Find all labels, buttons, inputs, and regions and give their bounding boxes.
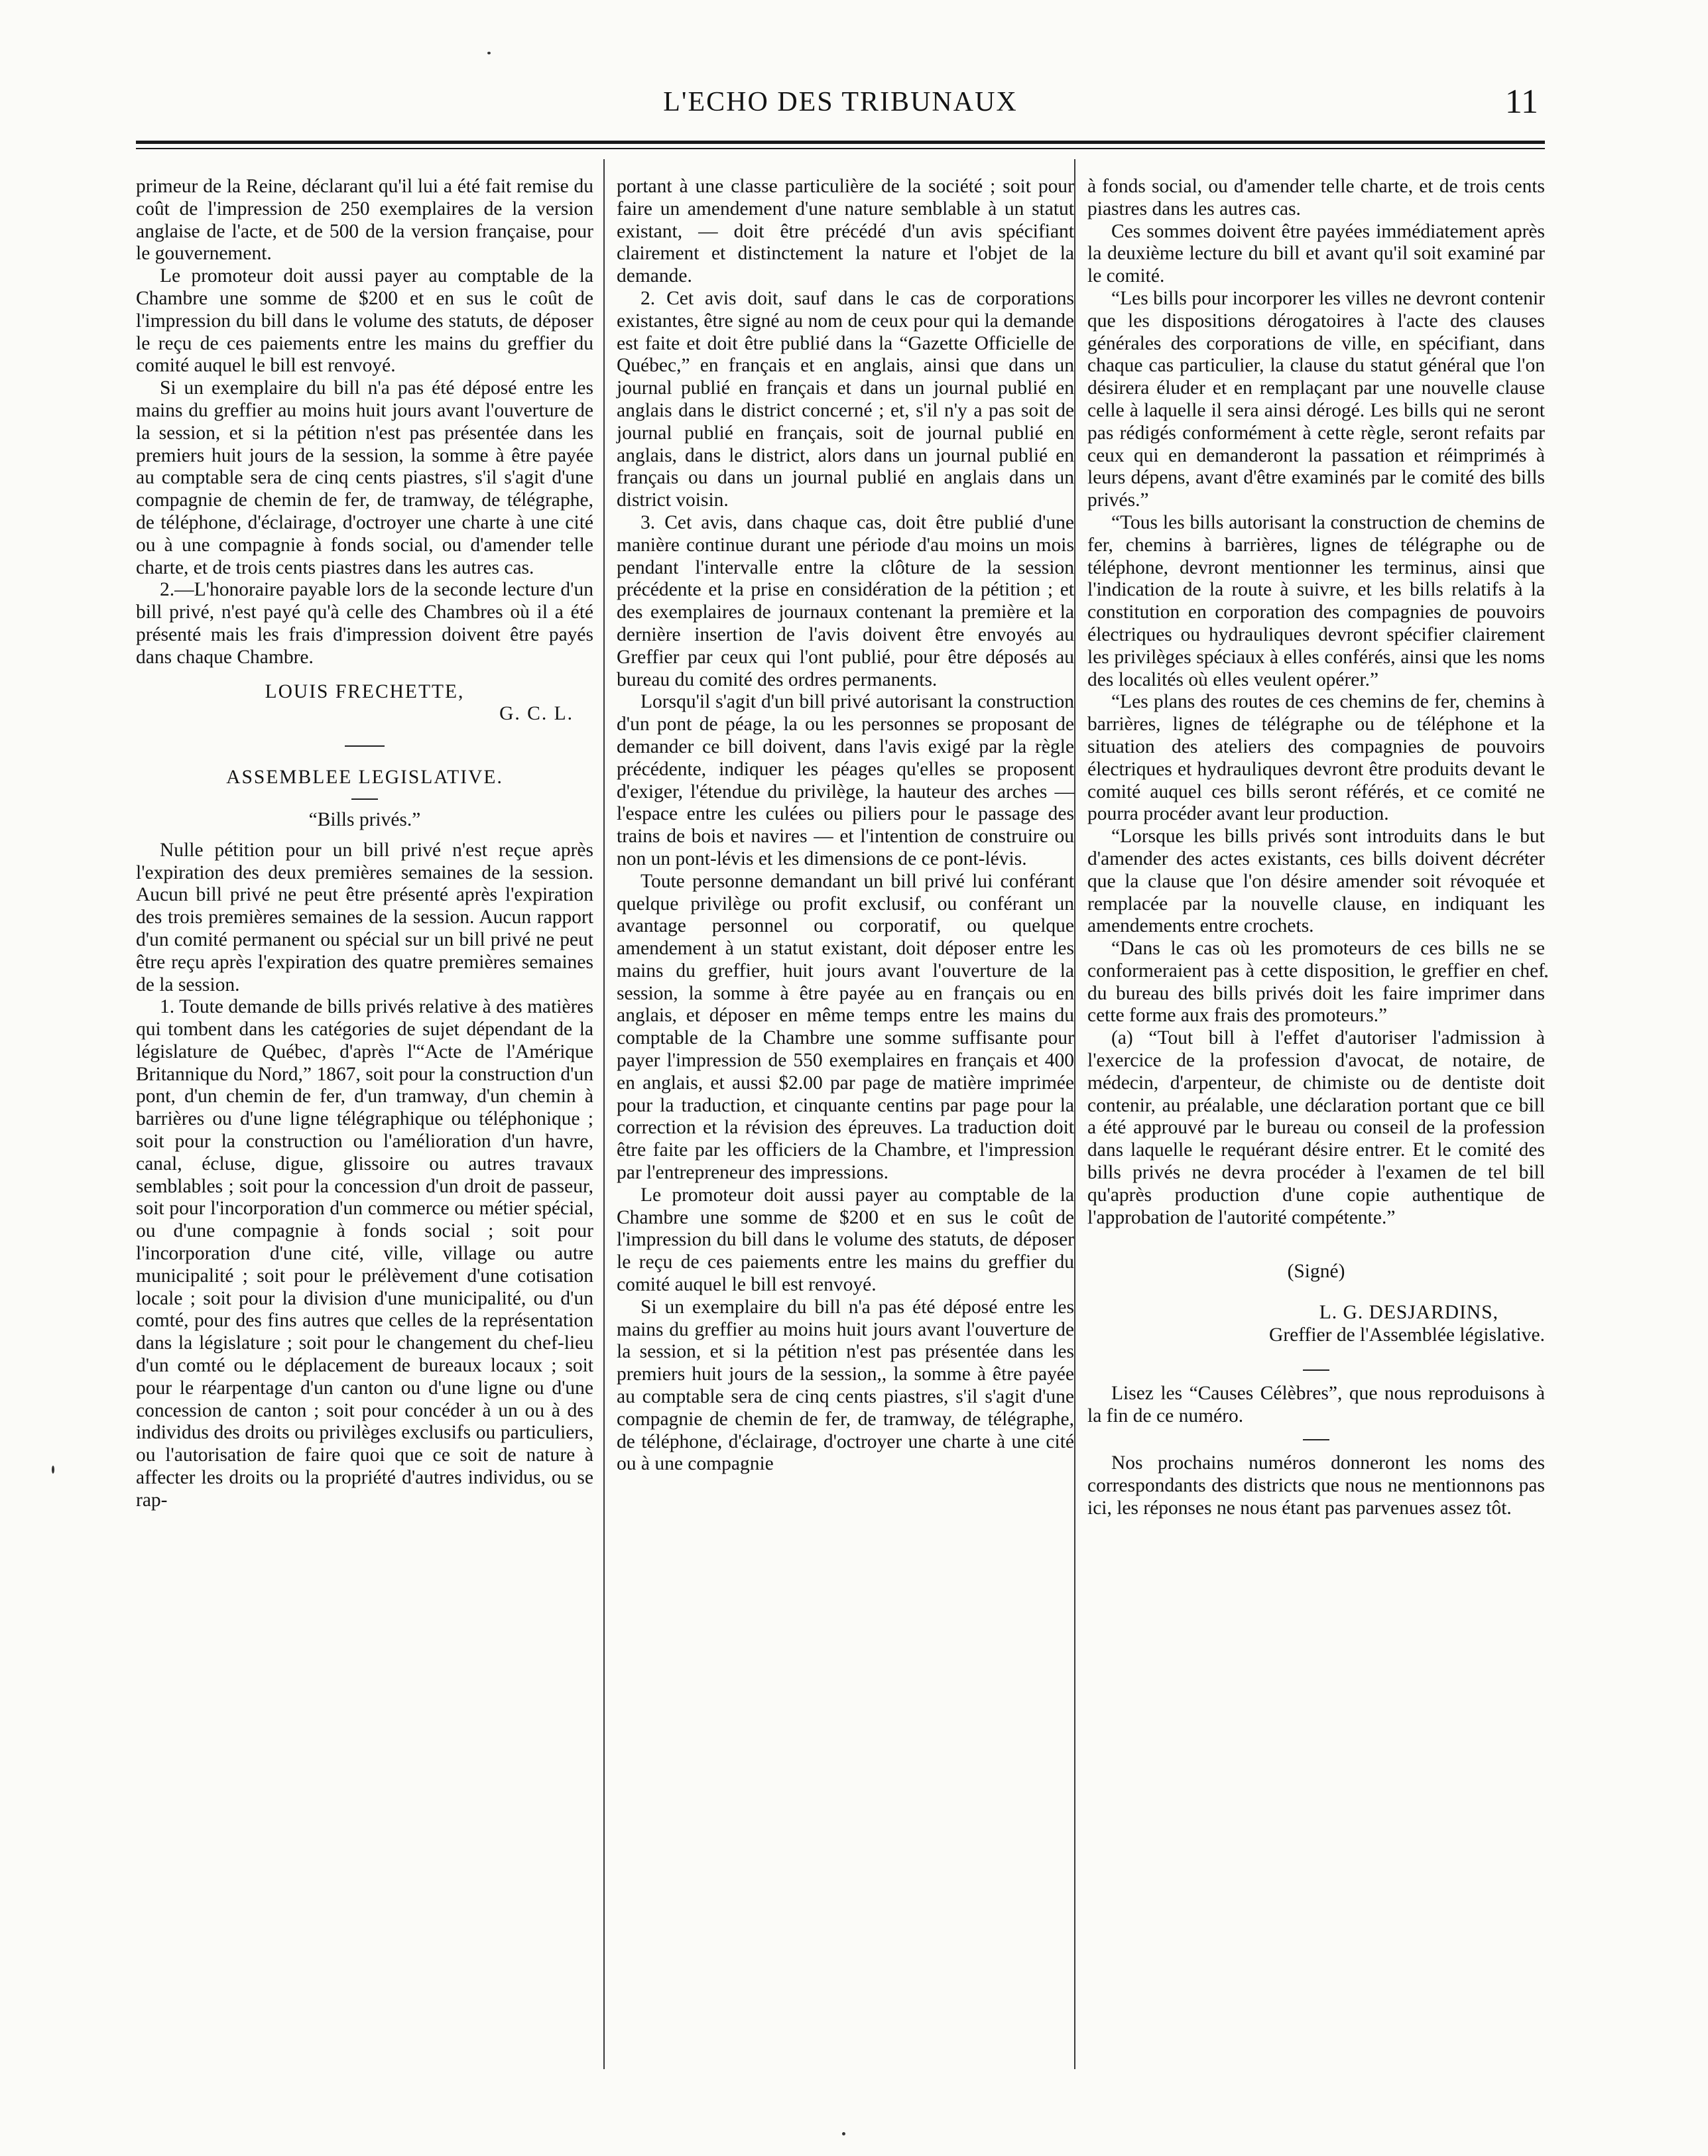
separator-dash <box>345 745 385 747</box>
paragraph: primeur de la Reine, déclarant qu'il lui a été fait remise du coût de l'impression de 250 exemplaires de la version anglaise de l'acte, et de 500 de la version française, pour le gouvernement. <box>136 176 593 265</box>
paragraph: Nulle pétition pour un bill privé n'est reçue après l'expiration des deux premières semaines de la session. Aucun bill privé ne peut être présenté après l'expiration des trois premières semaines de la session. Aucun rapport d'un comité permanent ou spécial sur un bill privé ne peut être reçu après l'expiration des quatre premières semaines de la session. <box>136 839 593 995</box>
signature-title: G. C. L. <box>499 703 574 725</box>
section-heading: ASSEMBLEE LEGISLATIVE. <box>226 767 503 789</box>
column-divider-2 <box>1074 159 1075 2069</box>
notice-paragraph: Nos prochains numéros donneront les noms des correspondants des districts que nous ne mentionnons pas ici, les réponses ne nous étant pas parvenues assez tôt. <box>1087 1452 1545 1519</box>
paragraph: Le promoteur doit aussi payer au comptable de la Chambre une somme de $200 et en sus le coût de l'impression du bill dans le volume des statuts, de déposer le reçu de ces paiements entre les mains du greffier du comité auquel le bill est renvoyé. <box>136 265 593 377</box>
paragraph: (a) “Tout bill à l'effet d'autoriser l'admission à l'exercice de la profession d'avocat, de notaire, de médecin, d'arpenteur, de chimiste ou de dentiste doit contenir, au préalable, une déclaration portant que ce bill a été approuvé par le bureau ou conseil de la profession dans laquelle le requérant désire entrer. Et le comité des bills privés ne devra procéder à l'examen de tel bill qu'après production d'une copie authentique de l'approbation de l'autorité compétente.” <box>1087 1027 1545 1228</box>
paragraph: “Dans le cas où les promoteurs de ces bills ne se conformeraient pas à cette disposition, le greffier en chef du bureau des bills privés doit les faire imprimer dans cette forme aux frais des promoteurs.” <box>1087 938 1545 1027</box>
print-speck <box>1545 975 1548 978</box>
print-speck <box>842 2132 845 2135</box>
paragraph: 2. Cet avis doit, sauf dans le cas de corporations existantes, être signé au nom de ceux pour qui la demande est faite et doit être publié dans la “Gazette Officielle de Québec,” en français et en anglais, ainsi que dans un journal publié en français et dans un journal publié en anglais dans le district concerné ; et, s'il n'y a pas soit de journal publié en français, soit de journal publié en anglais, dans le district, alors dans un journal publié en français ou dans un journal publié en anglais dans un district voisin. <box>617 287 1074 511</box>
column-2 <box>617 176 1074 1476</box>
header-rule-thin <box>136 148 1545 149</box>
paragraph: portant à une classe particulière de la société ; soit pour faire un amendement d'une nature semblable à un statut existant, — doit être précédé d'un avis spécifiant clairement et distinctement la nature et l'objet de la demande. <box>617 176 1074 287</box>
paragraph: “Les bills pour incorporer les villes ne devront contenir que les dispositions dérogatoires à l'acte des clauses générales des corporations de ville, en spécifiant, dans chaque cas particulier, la clause du statut général que l'on désirera éluder et en remplaçant par une nouvelle clause celle à laquelle il sera ainsi dérogé. Les bills qui ne seront pas rédigés conformément à cette règle, seront refaits par ceux qui en demanderont la passation et réimprimés à leurs dépens, avant d'être examinés par le comité des bills privés.” <box>1087 287 1545 511</box>
separator-dash <box>351 798 378 800</box>
page-header <box>136 83 1545 139</box>
header-rule-thick <box>136 141 1545 144</box>
paragraph: Si un exemplaire du bill n'a pas été déposé entre les mains du greffier au moins huit jours avant l'ouverture de la session, et si la pétition n'est pas présentée dans les premiers huit jours de la session,, la somme à être payée au comptable sera de cinq cents piastres, s'il s'agit d'une compagnie de chemin de fer, de tramway, de télégraphe, de téléphone, d'éclairage, d'octroyer une charte à une cité ou à une compagnie <box>617 1296 1074 1475</box>
print-speck <box>52 1466 54 1474</box>
paragraph: Ces sommes doivent être payées immédiatement après la deuxième lecture du bill et avant qu'il soit examiné par le comité. <box>1087 220 1545 287</box>
page-number: 11 <box>1504 83 1538 121</box>
paragraph: Lorsqu'il s'agit d'un bill privé autorisant la construction d'un pont de péage, la ou les personnes se proposant de demander ce bill doivent, dans l'avis exigé par la règle précédente, indiquer les péages qu'elles se proposent d'exiger, l'étendue du privilège, la hauteur des arches — l'espace entre les culées ou piliers pour le passage des trains de bois et navires — et l'intention de construire ou non un pont-lévis et les dimensions de ce pont-lévis. <box>617 691 1074 869</box>
signature-title: Greffier de l'Assemblée législative. <box>1269 1324 1545 1346</box>
column-divider-1 <box>603 159 605 2069</box>
separator-dash <box>1303 1439 1329 1440</box>
paragraph: “Tous les bills autorisant la construction de chemins de fer, chemins à barrières, lignes de télégraphe ou de téléphone, devront mentionner les terminus, ainsi que l'indication de la route à suivre, et les bills relatifs à la constitution en corporation des compagnies de pouvoirs électriques ou hydrauliques devront spécifier clairement les privilèges spéciaux à elles conférés, ainsi que les noms des localités où elles veulent opérer.” <box>1087 511 1545 690</box>
paragraph: 2.—L'honoraire payable lors de la seconde lecture d'un bill privé, n'est payé qu'à celle des Chambres où il a été présenté mais les frais d'impression doivent être payés dans chaque Chambre. <box>136 579 593 668</box>
paragraph: Si un exemplaire du bill n'a pas été déposé entre les mains du greffier au moins huit jours avant l'ouverture de la session, et si la pétition n'est pas présentée dans les premiers huit jours de la session, la somme à être payée au comptable sera de cinq cents piastres, s'il s'agit d'une compagnie de chemin de fer, de tramway, de télégraphe, de téléphone, d'éclairage, d'octroyer une charte à une cité ou à une compagnie à fonds social, ou d'amender telle charte, et de trois cents piastres dans les autres cas. <box>136 377 593 578</box>
paragraph: 1. Toute demande de bills privés relative à des matières qui tombent dans les catégories de sujet dépendant de la législature de Québec, d'après l'“Acte de l'Amérique Britannique du Nord,” 1867, soit pour la construction d'un pont, d'un chemin de fer, d'un tramway, d'un chemin à barrières ou d'une ligne télégraphique ou téléphonique ; soit pour la construction ou l'amélioration d'un havre, canal, écluse, digue, glissoire ou autres travaux semblables ; soit pour la concession d'un droit de passeur, soit pour l'incorporation d'un commerce ou métier spécial, ou d'une compagnie à fonds social ; soit pour l'incorporation d'une cité, ville, village ou autre municipalité ; soit pour le prélèvement d'une cotisation locale ; soit pour la division d'une municipalité, ou d'un comté, pour des fins autres que celles de la représentation dans la législature ; soit pour le changement du chef-lieu d'un comté ou le déplacement de bureaux locaux ; soit pour le réarpentage d'un canton ou d'une ligne ou d'une concession de canton ; soit pour concéder à un ou à des individus des droits ou privilèges exclusifs ou particuliers, ou l'autorisation de faire quoi que ce soit de nature à affecter les droits ou la propriété d'autres individus, ou se rap- <box>136 996 593 1511</box>
paragraph: Toute personne demandant un bill privé lui conférant quelque privilège ou profit exclusif, ou conférant un avantage personnel ou corporatif, ou quelque amendement à un statut existant, doit déposer entre les mains du greffier, huit jours avant l'ouverture de la session, la somme à être payée au en français ou en anglais, et déposer en même temps entre les mains du comptable de la Chambre une somme suffisante pour payer l'impression de 550 exemplaires en français et 400 en anglais, et aussi $2.00 par page de matière imprimée pour la traduction, et cinquante centins par page pour la correction et la révision des épreuves. La traduction doit être faite par les officiers de la Chambre, et l'impression par l'entrepreneur des impressions. <box>617 870 1074 1184</box>
paragraph: “Lorsque les bills privés sont introduits dans le but d'amender des actes existants, ces bills doivent décréter que la clause que l'on désire amender soit révoquée et remplacée par la nouvelle clause, en indiquant les amendements entre crochets. <box>1087 826 1545 937</box>
paragraph: à fonds social, ou d'amender telle charte, et de trois cents piastres dans les autres cas. <box>1087 176 1545 220</box>
paragraph: 3. Cet avis, dans chaque cas, doit être publié d'une manière continue durant une période d'au moins un mois pendant l'intervalle entre la clôture de la session précédente et la prise en considération de la pétition ; et des exemplaires de journaux contenant la première et la dernière insertion de l'avis doivent être envoyés au Greffier par ceux qui l'ont publié, pour être déposés au bureau du comité des ordres permanents. <box>617 511 1074 690</box>
paragraph: Le promoteur doit aussi payer au comptable de la Chambre une somme de $200 et en sus le coût de l'impression du bill dans le volume des statuts, de déposer le reçu de ces paiements entre les mains du greffier du comité auquel le bill est renvoyé. <box>617 1184 1074 1296</box>
signed-note: (Signé) <box>1287 1261 1345 1283</box>
section-subheading: “Bills privés.” <box>308 808 421 830</box>
running-title: L'ECHO DES TRIBUNAUX <box>663 87 1018 117</box>
notice-paragraph: Lisez les “Causes Célèbres”, que nous reproduisons à la fin de ce numéro. <box>1087 1382 1545 1427</box>
print-speck <box>487 52 491 54</box>
paragraph: “Les plans des routes de ces chemins de fer, chemins à barrières, lignes de télégraphe ou de téléphone et la situation des ateliers des compagnies de pouvoirs électriques et hydrauliques devront être produits devant le comité auquel ces bills seront référés, et ce comité ne pourra procéder avant leur production. <box>1087 691 1545 825</box>
signature-name: LOUIS FRECHETTE, <box>265 680 465 702</box>
signature-name: L. G. DESJARDINS, <box>1319 1302 1498 1324</box>
column-1 <box>136 176 593 1512</box>
separator-dash <box>1303 1369 1329 1371</box>
column-3 <box>1087 176 1545 1520</box>
